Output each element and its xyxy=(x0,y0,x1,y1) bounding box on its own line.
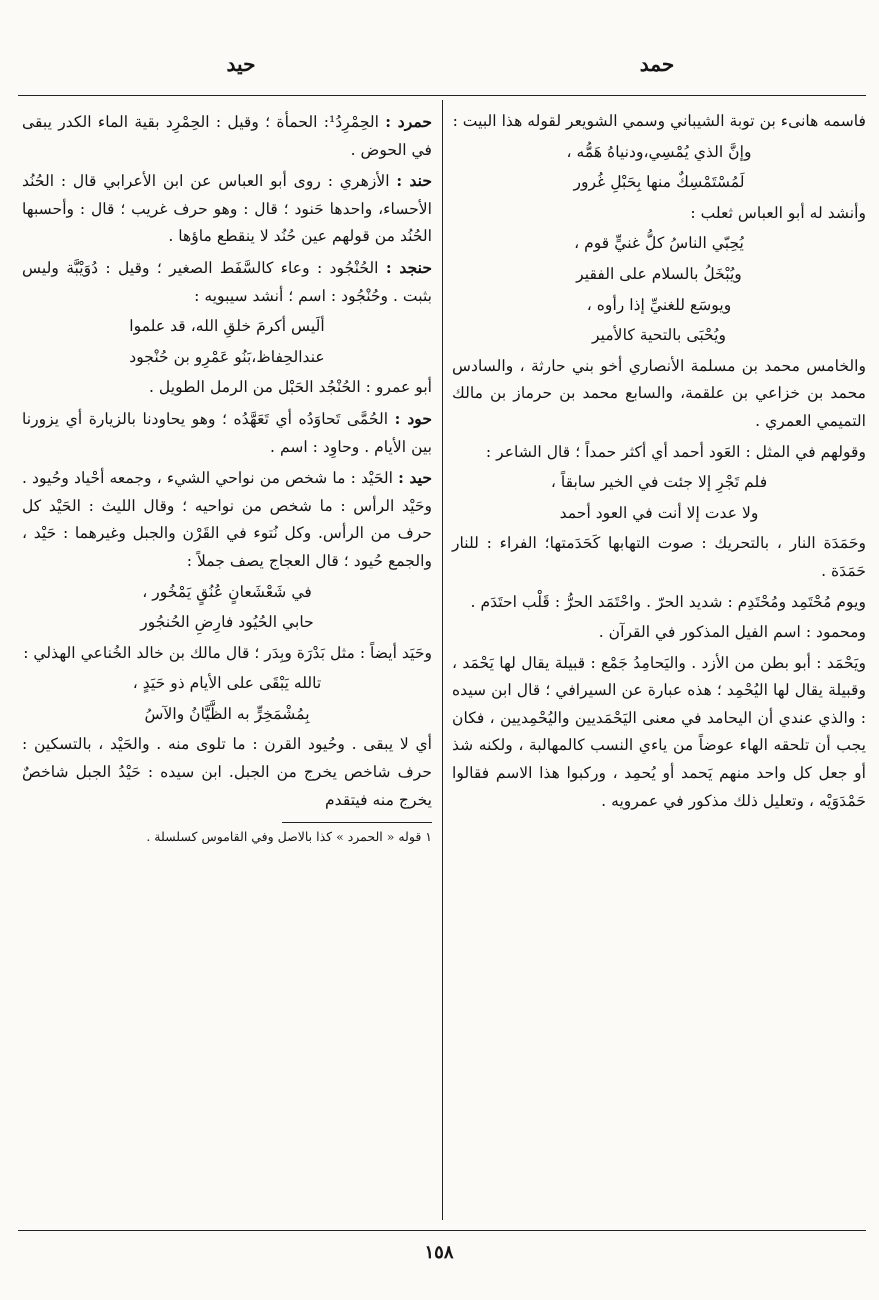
entry-hayd xyxy=(22,464,432,575)
paragraph: وحَيَد أيضاً : مثل بَدْرَة وبِدَر ؛ قال مالك بن خالد الخُناعي الهذلي : xyxy=(23,643,432,662)
headword: حود : xyxy=(394,408,432,428)
verse-line: ويوسَع للغنيِّ إذا رأوه ، xyxy=(586,295,732,314)
verse-line: في شَعْشَعانٍ عُنُقٍ يَمْخُور ، xyxy=(142,582,312,601)
headword: حند : xyxy=(396,171,432,191)
paragraph: والخامس محمد بن مسلمة الأنصاري أخو بني حارثة ، والسادس محمد بن خزاعي بن علقمة، والسابع محمد بن حرماز بن مالك التميمي العمري . xyxy=(452,356,866,430)
paragraph: ومحمود : اسم الفيل المذكور في القرآن . xyxy=(598,623,866,642)
entry-text: الحُنْجُود : وعاء كالسَّفَط الصغير ؛ وقيل : دُوَيْبَّة وليس بثبت . وحُنْجُود : اسم ؛ أنشد سيبويه : xyxy=(22,258,432,305)
running-head-left: حيد xyxy=(226,52,256,76)
verse-line: حابي الحُيُود فارِضِ الحُنجُور xyxy=(140,613,314,632)
headword: حمرد : xyxy=(385,112,432,131)
entry-hanjad xyxy=(22,254,432,310)
running-head-right: حمد xyxy=(639,52,675,76)
verse-line: فلم تَجْرِ إلا جئت في الخير سابقاً ، xyxy=(550,473,768,492)
paragraph: أي لا يبقى . وحُيود القرن : ما تلوى منه . والحَيْد ، بالتسكين : حرف شاخص يخرج من الجبل. ابن سيده : حَيْدُ الجبل شاخصٌ يخرج منه فيتقدم xyxy=(22,735,432,809)
verse-line: ولا عدت إلا أنت في العود أحمد xyxy=(559,503,759,522)
verse-line: وإنَّ الذي يُمْسِي،ودنياهُ هَمُّه ، xyxy=(566,142,752,161)
entry-hamrad xyxy=(22,108,432,164)
verse-line: تالله يَبْقَى على الأيام ذو حَيَدٍ ، xyxy=(132,674,322,693)
page-header xyxy=(0,52,879,92)
paragraph: وقولهم في المثل : العَود أحمد أي أكثر حمداً ؛ قال الشاعر : xyxy=(485,442,866,461)
verse-line: ألَيس أكرمَ خلقِ الله، قد علموا xyxy=(129,317,325,336)
verse-line: يُحِبّي الناسُ كلُّ غنيٍّ قوم ، xyxy=(574,234,744,253)
page-number: ١٥٨ xyxy=(424,1242,454,1263)
verse-line: عندالحِفاظ،بَنُو عَمْرِو بن حُنْجود xyxy=(129,347,325,366)
verse-line: ويُبْخَلُ بالسلام على الفقير xyxy=(576,264,742,283)
entry-text: الحُمَّى تَحاوَدُه أي تَعَهَّدُه ؛ وهو يحاودنا بالزيارة أي يزورنا بين الأيام . وحاوِد : اسم . xyxy=(22,409,432,456)
verse-line: ويُحْبَى بالتحية كالأمير xyxy=(592,326,726,345)
paragraph: ويَحْمَد : أبو بطن من الأزد . واليَحامِدُ جَمْع : قبيلة يقال لها يَحْمَد ، وقبيلة يقال لها اليُحْمِد ؛ هذه عبارة عن السيرافي ؛ قال ابن سيده : والذي عندي أن اليحامد في معنى اليَحْمَديين واليُحْمِديين ، فكان يجب أن تلحقه الهاء عوضاً من ياءي النسب كالمهالبة ، ولكنه شذ أو جعل كل واحد منهم يَحمد أو يُحمِد ، وركبوا هذا الاسم فقالوا حَمْدَوَيْه ، وتعليل ذلك مذكور في عمرويه . xyxy=(452,653,866,810)
paragraph: وحَمَدَة النار ، بالتحريك : صوت التهابها كَحَدَمتها؛ الفراء : للنار حَمَدَة . xyxy=(452,534,866,580)
paragraph: ويوم مُحْتَمِد ومُحْتَدِم : شديد الحرّ . واحْتَمَد الحرُّ : قَلْب احتَدَم . xyxy=(470,592,866,611)
paragraph: فاسمه هانىء بن توبة الشيباني وسمي الشويعر لقوله هذا البيت : xyxy=(452,112,866,130)
footer-rule xyxy=(18,1230,866,1231)
verse-line: بِمُشْمَخِرٍّ به الظَّيَّانُ والآسُ xyxy=(144,704,310,723)
footnote: ١ قوله « الحمرد » كذا بالاصل وفي القاموس كسلسلة . xyxy=(146,829,432,845)
headword: حنجد : xyxy=(385,257,432,277)
entry-text: الأزهري : روى أبو العباس عن ابن الأعرابي قال : الحُنُد الأحساء، واحدها حَنود ؛ قال : وهو حرف غريب ؛ قال : وأحسبها الحُنُد من قولهم عين حُنُد لا ينقطع ماؤها . xyxy=(22,172,432,246)
headword: حيد : xyxy=(398,468,432,488)
footnote-rule xyxy=(282,822,432,823)
paragraph: أبو عمرو : الحُنْجُد الحَبْل من الرمل الطويل . xyxy=(149,378,432,397)
paragraph: وأنشد له أبو العباس ثعلب : xyxy=(690,203,866,222)
entry-hawd xyxy=(22,405,432,461)
entry-text: الحَيْد : ما شخص من نواحي الشيء ، وجمعه أحْياد وحُيود . وحَيْد الرأس : ما شخص من نواحيه ؛ وقال الليث : الحَيْد كل حرف من الرأس. وكل نُتوء في القَرْن والجبل وغيرهما : حَيْد ، والجمع حُيود ؛ قال العجاج يصف جملاً : xyxy=(22,469,432,570)
header-rule xyxy=(18,95,866,96)
verse-line: لَمُسْتَمْسِكٌ منها بِحَبْلِ غُرور xyxy=(573,173,745,192)
right-column xyxy=(452,108,866,818)
entry-text: الحِمْرِدُ¹: الحمأة ؛ وقيل : الحِمْرِد بقية الماء الكدر يبقى في الحوض . xyxy=(22,113,432,159)
entry-hanad xyxy=(22,167,432,251)
column-divider xyxy=(442,100,443,1220)
left-column xyxy=(22,108,432,850)
